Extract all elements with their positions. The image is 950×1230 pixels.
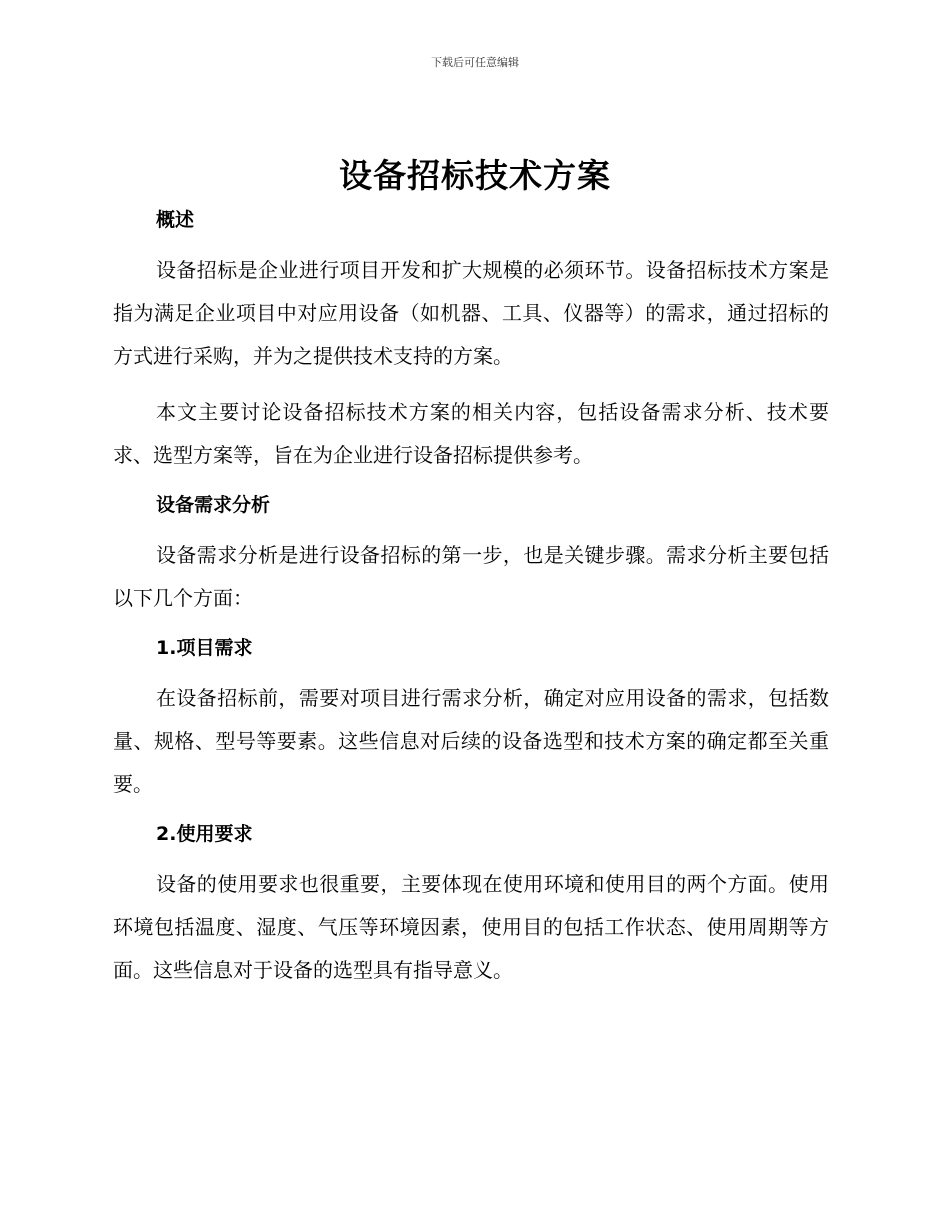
section-heading-requirements-analysis: 设备需求分析 [156, 494, 271, 516]
paragraph: 设备招标是企业进行项目开发和扩大规模的必须环节。设备招标技术方案是指为满足企业项目中对应用设备（如机器、工具、仪器等）的需求，通过招标的方式进行采购，并为之提供技术支持的方案。 [113, 258, 829, 368]
paragraph: 在设备招标前，需要对项目进行需求分析，确定对应用设备的需求，包括数量、规格、型号等要素。这些信息对后续的设备选型和技术方案的确定都至关重要。 [113, 686, 829, 796]
page-header-note: 下载后可任意编辑 [431, 56, 519, 69]
paragraph: 本文主要讨论设备招标技术方案的相关内容，包括设备需求分析、技术要求、选型方案等，旨在为企业进行设备招标提供参考。 [113, 400, 829, 467]
paragraph: 设备需求分析是进行设备招标的第一步，也是关键步骤。需求分析主要包括以下几个方面： [113, 543, 829, 610]
document-body [113, 205, 829, 992]
section-heading-overview: 概述 [156, 209, 195, 231]
section-heading-usage-requirements: 2.使用要求 [156, 823, 253, 845]
paragraph: 设备的使用要求也很重要，主要体现在使用环境和使用目的两个方面。使用环境包括温度、湿度、气压等环境因素，使用目的包括工作状态、使用周期等方面。这些信息对于设备的选型具有指导意义。 [113, 872, 829, 982]
document-title: 设备招标技术方案 [339, 156, 611, 195]
section-heading-project-needs: 1.项目需求 [156, 637, 253, 659]
